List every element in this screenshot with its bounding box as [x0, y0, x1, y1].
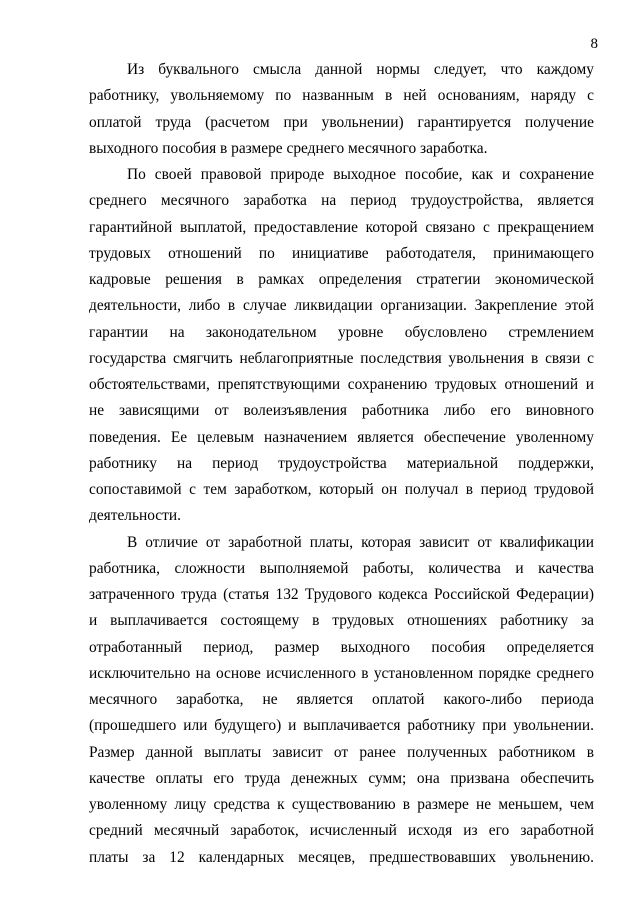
paragraph-2-line-9: обстоятельствами, препятствующими сохранению трудовых отношений и [89, 376, 594, 393]
paragraph-2-line-13: сопоставимой с тем заработком, который он получал в период трудовой [89, 481, 594, 498]
paragraph-3-line-13: платы за 12 календарных месяцев, предшествовавших увольнению. [89, 848, 594, 866]
paragraph-1-line-4: выходного пособия в размере среднего месячного заработка. [89, 139, 488, 157]
paragraph-3-line-2: работника, сложности выполняемой работы, количества и качества [89, 559, 594, 577]
paragraph-1-line-2: работнику, увольняемому по названным в ней основаниям, наряду с [89, 87, 594, 105]
paragraph-2-line-10: не зависящими от волеизъявления работника либо его виновного [89, 402, 594, 420]
body-text [89, 57, 594, 871]
paragraph-2-line-12: работнику на период трудоустройства материальной поддержки, [89, 454, 594, 472]
paragraph-1-line-1: Из буквального смысла данной нормы следует, что каждому [127, 61, 594, 78]
paragraph-2-line-11: поведения. Ее целевым назначением является обеспечение уволенному [89, 428, 594, 446]
page-number: 8 [590, 36, 598, 52]
paragraph-3-line-6: исключительно на основе исчисленного в установленном порядке среднего [89, 664, 594, 682]
paragraph-2-line-6: деятельности, либо в случае ликвидации организации. Закрепление этой [89, 297, 594, 315]
paragraph-3-line-9: Размер данной выплаты зависит от ранее полученных работником в [89, 743, 594, 761]
paragraph-2-line-3: гарантийной выплатой, предоставление которой связано с прекращением [89, 218, 594, 236]
paragraph-3-line-10: качестве оплаты его труда денежных сумм; она призвана обеспечить [89, 769, 594, 787]
paragraph-2-line-2: среднего месячного заработка на период трудоустройства, является [89, 192, 594, 210]
paragraph-3-line-5: отработанный период, размер выходного пособия определяется [89, 638, 594, 656]
paragraph-2-line-7: гарантии на законодательном уровне обусловлено стремлением [89, 323, 594, 341]
paragraph-3-line-11: уволенному лицу средства к существованию в размере не меньшем, чем [89, 796, 594, 813]
paragraph-3-line-3: затраченного труда (статья 132 Трудового кодекса Российской Федерации) [89, 586, 594, 603]
paragraph-3-line-1: В отличие от заработной платы, которая зависит от квалификации [127, 533, 594, 551]
paragraph-3-line-7: месячного заработка, не является оплатой какого-либо периода [89, 691, 594, 708]
paragraph-2-line-5: кадровые решения в рамках определения стратегии экономической [89, 271, 594, 288]
paragraph-2-line-8: государства смягчить неблагоприятные последствия увольнения в связи с [89, 349, 594, 367]
paragraph-3-line-12: средний месячный заработок, исчисленный исходя из его заработной [89, 822, 594, 840]
paragraph-2-line-14: деятельности. [89, 507, 181, 525]
paragraph-3-line-8: (прошедшего или будущего) и выплачивается работнику при увольнении. [89, 717, 594, 735]
paragraph-2-line-1: По своей правовой природе выходное пособие, как и сохранение [127, 166, 594, 183]
paragraph-3-line-4: и выплачивается состоящему в трудовых отношениях работнику за [89, 612, 594, 630]
paragraph-2-line-4: трудовых отношений по инициативе работодателя, принимающего [89, 244, 594, 262]
paragraph-1-line-3: оплатой труда (расчетом при увольнении) гарантируется получение [89, 113, 594, 131]
